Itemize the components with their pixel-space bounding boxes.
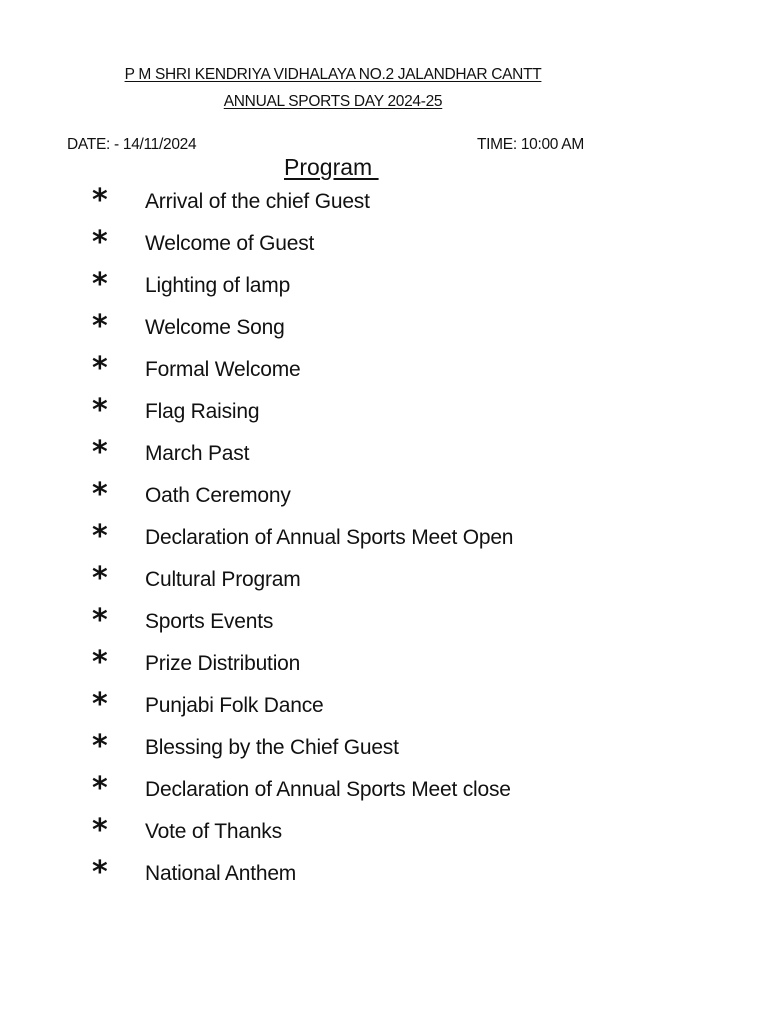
asterisk-bullet-icon: * [92,645,108,680]
asterisk-bullet-icon: * [92,561,108,596]
program-item-label: Prize Distribution [145,652,301,675]
program-item [0,476,700,518]
program-item-label: Oath Ceremony [145,484,291,507]
program-item-label: Blessing by the Chief Guest [145,736,399,759]
asterisk-bullet-icon: * [92,309,108,344]
asterisk-bullet-icon: * [92,519,108,554]
program-item-label: Declaration of Annual Sports Meet close [145,778,511,801]
asterisk-bullet-icon: * [92,771,108,806]
program-item [0,266,700,308]
program-item-label: Arrival of the chief Guest [145,190,370,213]
program-item [0,728,700,770]
program-item-label: Flag Raising [145,400,260,423]
program-item-label: Sports Events [145,610,274,633]
program-item [0,686,700,728]
program-item [0,560,700,602]
program-item-label: Cultural Program [145,568,301,591]
asterisk-bullet-icon: * [92,351,108,386]
program-item-label: Lighting of lamp [145,274,291,297]
program-item [0,350,700,392]
asterisk-bullet-icon: * [92,435,108,470]
program-item [0,308,700,350]
asterisk-bullet-icon: * [92,183,108,218]
program-item [0,812,700,854]
program-item-label: Declaration of Annual Sports Meet Open [145,526,514,549]
school-name: P M SHRI KENDRIYA VIDHALAYA NO.2 JALANDHAR CANTT [124,66,542,83]
asterisk-bullet-icon: * [92,477,108,512]
program-item-label: Welcome Song [145,316,285,339]
program-item [0,854,700,896]
program-item-label: Formal Welcome [145,358,301,381]
program-item-label: National Anthem [145,862,297,885]
program-heading: Program [284,154,379,180]
event-time: TIME: 10:00 AM [477,136,584,153]
asterisk-bullet-icon: * [92,687,108,722]
program-item-label: Welcome of Guest [145,232,315,255]
program-item-label: Vote of Thanks [145,820,282,843]
program-item [0,644,700,686]
program-item-label: Punjabi Folk Dance [145,694,324,717]
event-title: ANNUAL SPORTS DAY 2024-25 [223,93,443,110]
program-item-label: March Past [145,442,250,465]
program-list [0,182,700,896]
program-item [0,770,700,812]
asterisk-bullet-icon: * [92,729,108,764]
program-item [0,224,700,266]
asterisk-bullet-icon: * [92,855,108,890]
program-item [0,434,700,476]
asterisk-bullet-icon: * [92,813,108,848]
asterisk-bullet-icon: * [92,267,108,302]
program-item [0,518,700,560]
asterisk-bullet-icon: * [92,225,108,260]
asterisk-bullet-icon: * [92,603,108,638]
asterisk-bullet-icon: * [92,393,108,428]
program-item [0,392,700,434]
program-item [0,602,700,644]
event-date: DATE: - 14/11/2024 [67,136,197,153]
program-item [0,182,700,224]
